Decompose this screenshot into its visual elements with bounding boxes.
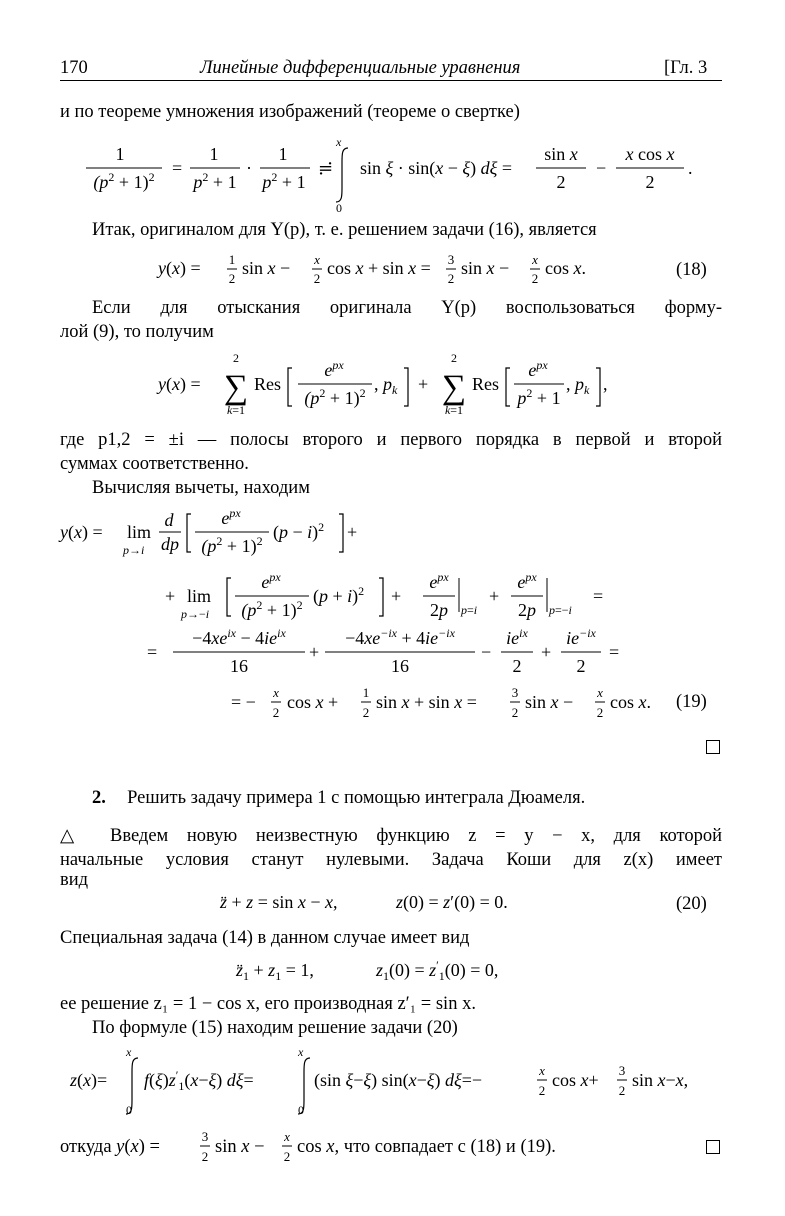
svg-text:epx: $e^{px}$ [324, 358, 344, 380]
svg-text:f(ξ)z′1(x−ξ) dξ=: $f(\xi)z'_1(x-\xi)$ dξ= [144, 1068, 254, 1093]
paragraph-solution-derivative: ее решение z₁ = 1 − cos x, его производная z′₁ = sin x. [60, 994, 476, 1014]
svg-text:ie−ix: $ie^{-ix}$ [566, 626, 596, 648]
svg-text:, pk: , $p_k$ [374, 374, 398, 397]
equation-duhamel [60, 1040, 730, 1120]
svg-text:1: 1 [362, 685, 370, 700]
svg-text:x: x [126, 1045, 132, 1059]
svg-text:2: 2 [645, 172, 655, 192]
svg-text:·: · [246, 158, 252, 178]
equation-special [226, 952, 586, 988]
svg-text:epx: $e^{px}$ [528, 358, 548, 380]
svg-text:0: 0 [126, 1103, 132, 1117]
svg-text:=: = [609, 642, 620, 662]
svg-text:cos x.: cos x. [610, 692, 651, 712]
svg-text:3: 3 [447, 252, 455, 267]
svg-text:x: x [273, 685, 279, 700]
svg-text:z(x)=: z(x)= [70, 1070, 108, 1090]
svg-text:+: + [309, 642, 320, 662]
svg-text:cos x+: cos x+ [552, 1070, 599, 1090]
svg-text:=: = [147, 642, 158, 662]
svg-text:2: 2 [596, 705, 604, 720]
svg-text:sin x −: sin x − [242, 258, 291, 278]
svg-text:ieix: $ie^{ix}$ [506, 626, 528, 648]
svg-text:x cos x: x cos x [625, 144, 675, 164]
svg-text:2: 2 [201, 1149, 209, 1164]
svg-text:sin x + sin x =: sin x + sin x = [376, 692, 477, 712]
svg-text:2p: 2p [518, 600, 536, 620]
svg-text:sin x −: sin x − [461, 258, 510, 278]
svg-text:x: x [284, 1129, 290, 1144]
svg-text:=: = [172, 158, 183, 178]
paragraph-residues-calc: Вычисляя вычеты, находим [92, 478, 310, 498]
paragraph-special-problem: Специальная задача (14) в данном случае имеет вид [60, 928, 470, 948]
equation-19-number: (19) [676, 692, 707, 712]
paragraph-original-intro: Итак, оригиналом для Y(p), т. е. решением задачи (16), является [92, 220, 597, 240]
svg-text:sin x −: sin x − [525, 692, 574, 712]
solution-triangle-icon: △ [60, 826, 75, 846]
svg-text:(p2 + 1)2: $(p^2 + 1)^2$ [304, 386, 366, 408]
svg-text:z̈1 + z1 = 1,: $z̈_1 + z_1 = 1$, [236, 960, 314, 983]
svg-text:x: x [298, 1045, 304, 1059]
svg-text:−: − [596, 158, 607, 178]
svg-text:3: 3 [618, 1063, 626, 1078]
svg-text:−4xeix − 4ieix: $-4xe^{ix} - 4ie^{ix}$ [192, 626, 286, 648]
equation-residue-sum [150, 348, 630, 424]
svg-text:0: 0 [336, 201, 342, 212]
svg-text:lim: lim [187, 586, 212, 606]
running-title: Линейные дифференциальные уравнения [200, 58, 521, 78]
svg-text:x: x [532, 252, 538, 267]
svg-text:cos x + sin x =: cos x + sin x = [327, 258, 431, 278]
example-2-number: 2. [92, 788, 106, 808]
svg-text:epx: $e^{px}$ [429, 570, 449, 592]
chapter-ref: [Гл. 3 [664, 58, 708, 78]
svg-text:x: x [597, 685, 603, 700]
example-2-text: Решить задачу примера 1 с помощью интеграла Дюамеля. [127, 788, 586, 808]
svg-text:p→i: p→i [123, 543, 145, 557]
svg-text:z(0) = z′(0) = 0.: z(0) = z′(0) = 0. [396, 892, 508, 912]
svg-text:(p − i)2: $(p - i)^2$ [273, 520, 325, 542]
svg-text:16: 16 [230, 656, 248, 676]
svg-text:2: 2 [233, 351, 239, 365]
equation-19 [55, 500, 735, 730]
svg-text:−4xe−ix + 4ie−ix: $-4xe^{-ix} + 4ie^{-ix}$ [345, 626, 455, 648]
svg-text:cos x, что совпадает с (18) и: cos x, что совпадает с (18) и (19). [297, 1137, 556, 1157]
svg-text:3: 3 [201, 1129, 209, 1144]
svg-text:z̈ + z = sin x − x,: z̈ + z = sin x − x, [220, 892, 338, 912]
svg-text:y(x) =: y(x) = [158, 258, 201, 278]
svg-text:≓: ≓ [318, 158, 334, 178]
svg-text:2: 2 [512, 656, 522, 676]
svg-text:y(x) =: y(x) = [158, 374, 201, 394]
svg-text:2: 2 [283, 1149, 291, 1164]
svg-text:d: d [164, 510, 174, 530]
svg-text:(p2 + 1)2: $(p^2 + 1)^2$ [93, 170, 155, 192]
final-statement [58, 1124, 678, 1168]
equation-18 [150, 248, 620, 294]
svg-text:(p + i)2: $(p + i)^2$ [313, 584, 365, 606]
svg-text:k=1: k=1 [226, 403, 246, 417]
svg-text:(sin ξ−ξ) sin(x−ξ) dξ=−: (sin ξ−ξ) sin(x−ξ) dξ=− [314, 1070, 482, 1090]
svg-text:16: 16 [391, 656, 409, 676]
svg-text:+: + [391, 586, 402, 606]
svg-text:2: 2 [313, 271, 321, 286]
svg-text:0: 0 [298, 1103, 304, 1117]
end-of-proof-square-1 [706, 740, 720, 754]
equation-convolution [80, 132, 720, 212]
svg-text:p2 + 1: $p^2 + 1$ [262, 170, 306, 192]
equation-18-number: (18) [676, 260, 707, 280]
svg-text:y(x) =: y(x) = [60, 522, 103, 542]
example-2-heading [92, 786, 585, 810]
svg-text:x: x [314, 252, 320, 267]
svg-text:∑: ∑ [441, 369, 467, 406]
svg-text:epx: $e^{px}$ [261, 570, 281, 592]
svg-text:lim: lim [127, 522, 152, 542]
svg-text:1: 1 [115, 144, 125, 164]
svg-text:=: = [593, 586, 604, 606]
svg-text:(p2 + 1)2: $(p^2 + 1)^2$ [241, 598, 303, 620]
end-of-proof-square-2 [706, 1140, 720, 1154]
svg-text:sin x: sin x [544, 144, 578, 164]
svg-text:sin x −: sin x − [215, 1137, 265, 1157]
paragraph-formula-15: По формуле (15) находим решение задачи (20) [92, 1018, 458, 1038]
svg-text:cos x +: cos x + [287, 692, 339, 712]
svg-text:.: . [688, 158, 693, 178]
svg-text:2: 2 [272, 705, 280, 720]
svg-text:+: + [165, 586, 176, 606]
solution-line1: Введем новую неизвестную функцию z = y − x, для которой [110, 826, 722, 846]
svg-text:cos x.: cos x. [545, 258, 586, 278]
equation-20-number: (20) [676, 894, 707, 914]
svg-text:p=−i: p=−i [549, 603, 572, 617]
svg-text:x: x [539, 1063, 545, 1078]
svg-text:3: 3 [511, 685, 519, 700]
svg-text:2: 2 [538, 1083, 546, 1098]
svg-text:2: 2 [531, 271, 539, 286]
paragraph-poles-line2: суммах соответственно. [60, 454, 249, 474]
svg-text:1: 1 [209, 144, 219, 164]
svg-text:2: 2 [618, 1083, 626, 1098]
svg-text:Res: Res [472, 374, 499, 394]
solution-line3: вид [60, 870, 89, 890]
svg-text:2: 2 [576, 656, 586, 676]
svg-text:sin ξ · sin(x − ξ) dξ =: sin ξ · sin(x − ξ) dξ = [360, 158, 512, 178]
svg-text:откуда y(x) =: откуда y(x) = [60, 1137, 160, 1157]
svg-text:epx: $e^{px}$ [221, 506, 241, 528]
svg-text:p→−i: p→−i [181, 607, 210, 621]
header-rule [60, 80, 722, 81]
paragraph-residue-intro-line2: лой (9), то получим [60, 322, 214, 342]
svg-text:z1(0) = z′1(0) = 0,: $z_1(0) = z'_1(0) = 0$, [376, 958, 499, 983]
equation-20 [210, 884, 590, 920]
svg-text:dp: dp [161, 534, 179, 554]
svg-text:Res: Res [254, 374, 281, 394]
solution-line2: начальные условия станут нулевыми. Задача Коши для z(x) имеет [60, 850, 722, 870]
svg-text:p2 + 1: $p^2 + 1$ [517, 386, 561, 408]
paragraph-residue-intro-line1: Если для отыскания оригинала Y(p) воспользоваться форму- [92, 298, 722, 318]
svg-text:2: 2 [511, 705, 519, 720]
svg-text:2: 2 [556, 172, 566, 192]
paragraph-convolution-intro: и по теореме умножения изображений (теореме о свертке) [60, 102, 520, 122]
svg-text:epx: $e^{px}$ [517, 570, 537, 592]
svg-text:p2 + 1: $p^2 + 1$ [193, 170, 237, 192]
svg-text:k=1: k=1 [444, 403, 464, 417]
svg-text:+: + [541, 642, 552, 662]
svg-text:+: + [489, 586, 500, 606]
svg-text:(p2 + 1)2: $(p^2 + 1)^2$ [201, 534, 263, 556]
svg-text:, pk: , $p_k$ [566, 374, 590, 397]
svg-text:2p: 2p [430, 600, 448, 620]
page-number: 170 [60, 58, 88, 78]
svg-text:1: 1 [278, 144, 288, 164]
svg-text:1: 1 [228, 252, 236, 267]
svg-text:+: + [347, 522, 358, 542]
svg-text:x: x [336, 135, 342, 149]
svg-text:,: , [603, 374, 608, 394]
svg-text:sin x−x,: sin x−x, [632, 1070, 689, 1090]
svg-text:+: + [418, 374, 429, 394]
svg-text:2: 2 [362, 705, 370, 720]
svg-text:2: 2 [451, 351, 457, 365]
paragraph-poles-line1: где p1,2 = ±i — полосы второго и первого порядка в первой и второй [60, 430, 722, 450]
svg-text:2: 2 [447, 271, 455, 286]
svg-text:−: − [481, 642, 492, 662]
svg-text:∑: ∑ [223, 369, 249, 406]
svg-text:= −: = − [231, 692, 256, 712]
svg-text:2: 2 [228, 271, 236, 286]
svg-text:p=i: p=i [461, 603, 478, 617]
